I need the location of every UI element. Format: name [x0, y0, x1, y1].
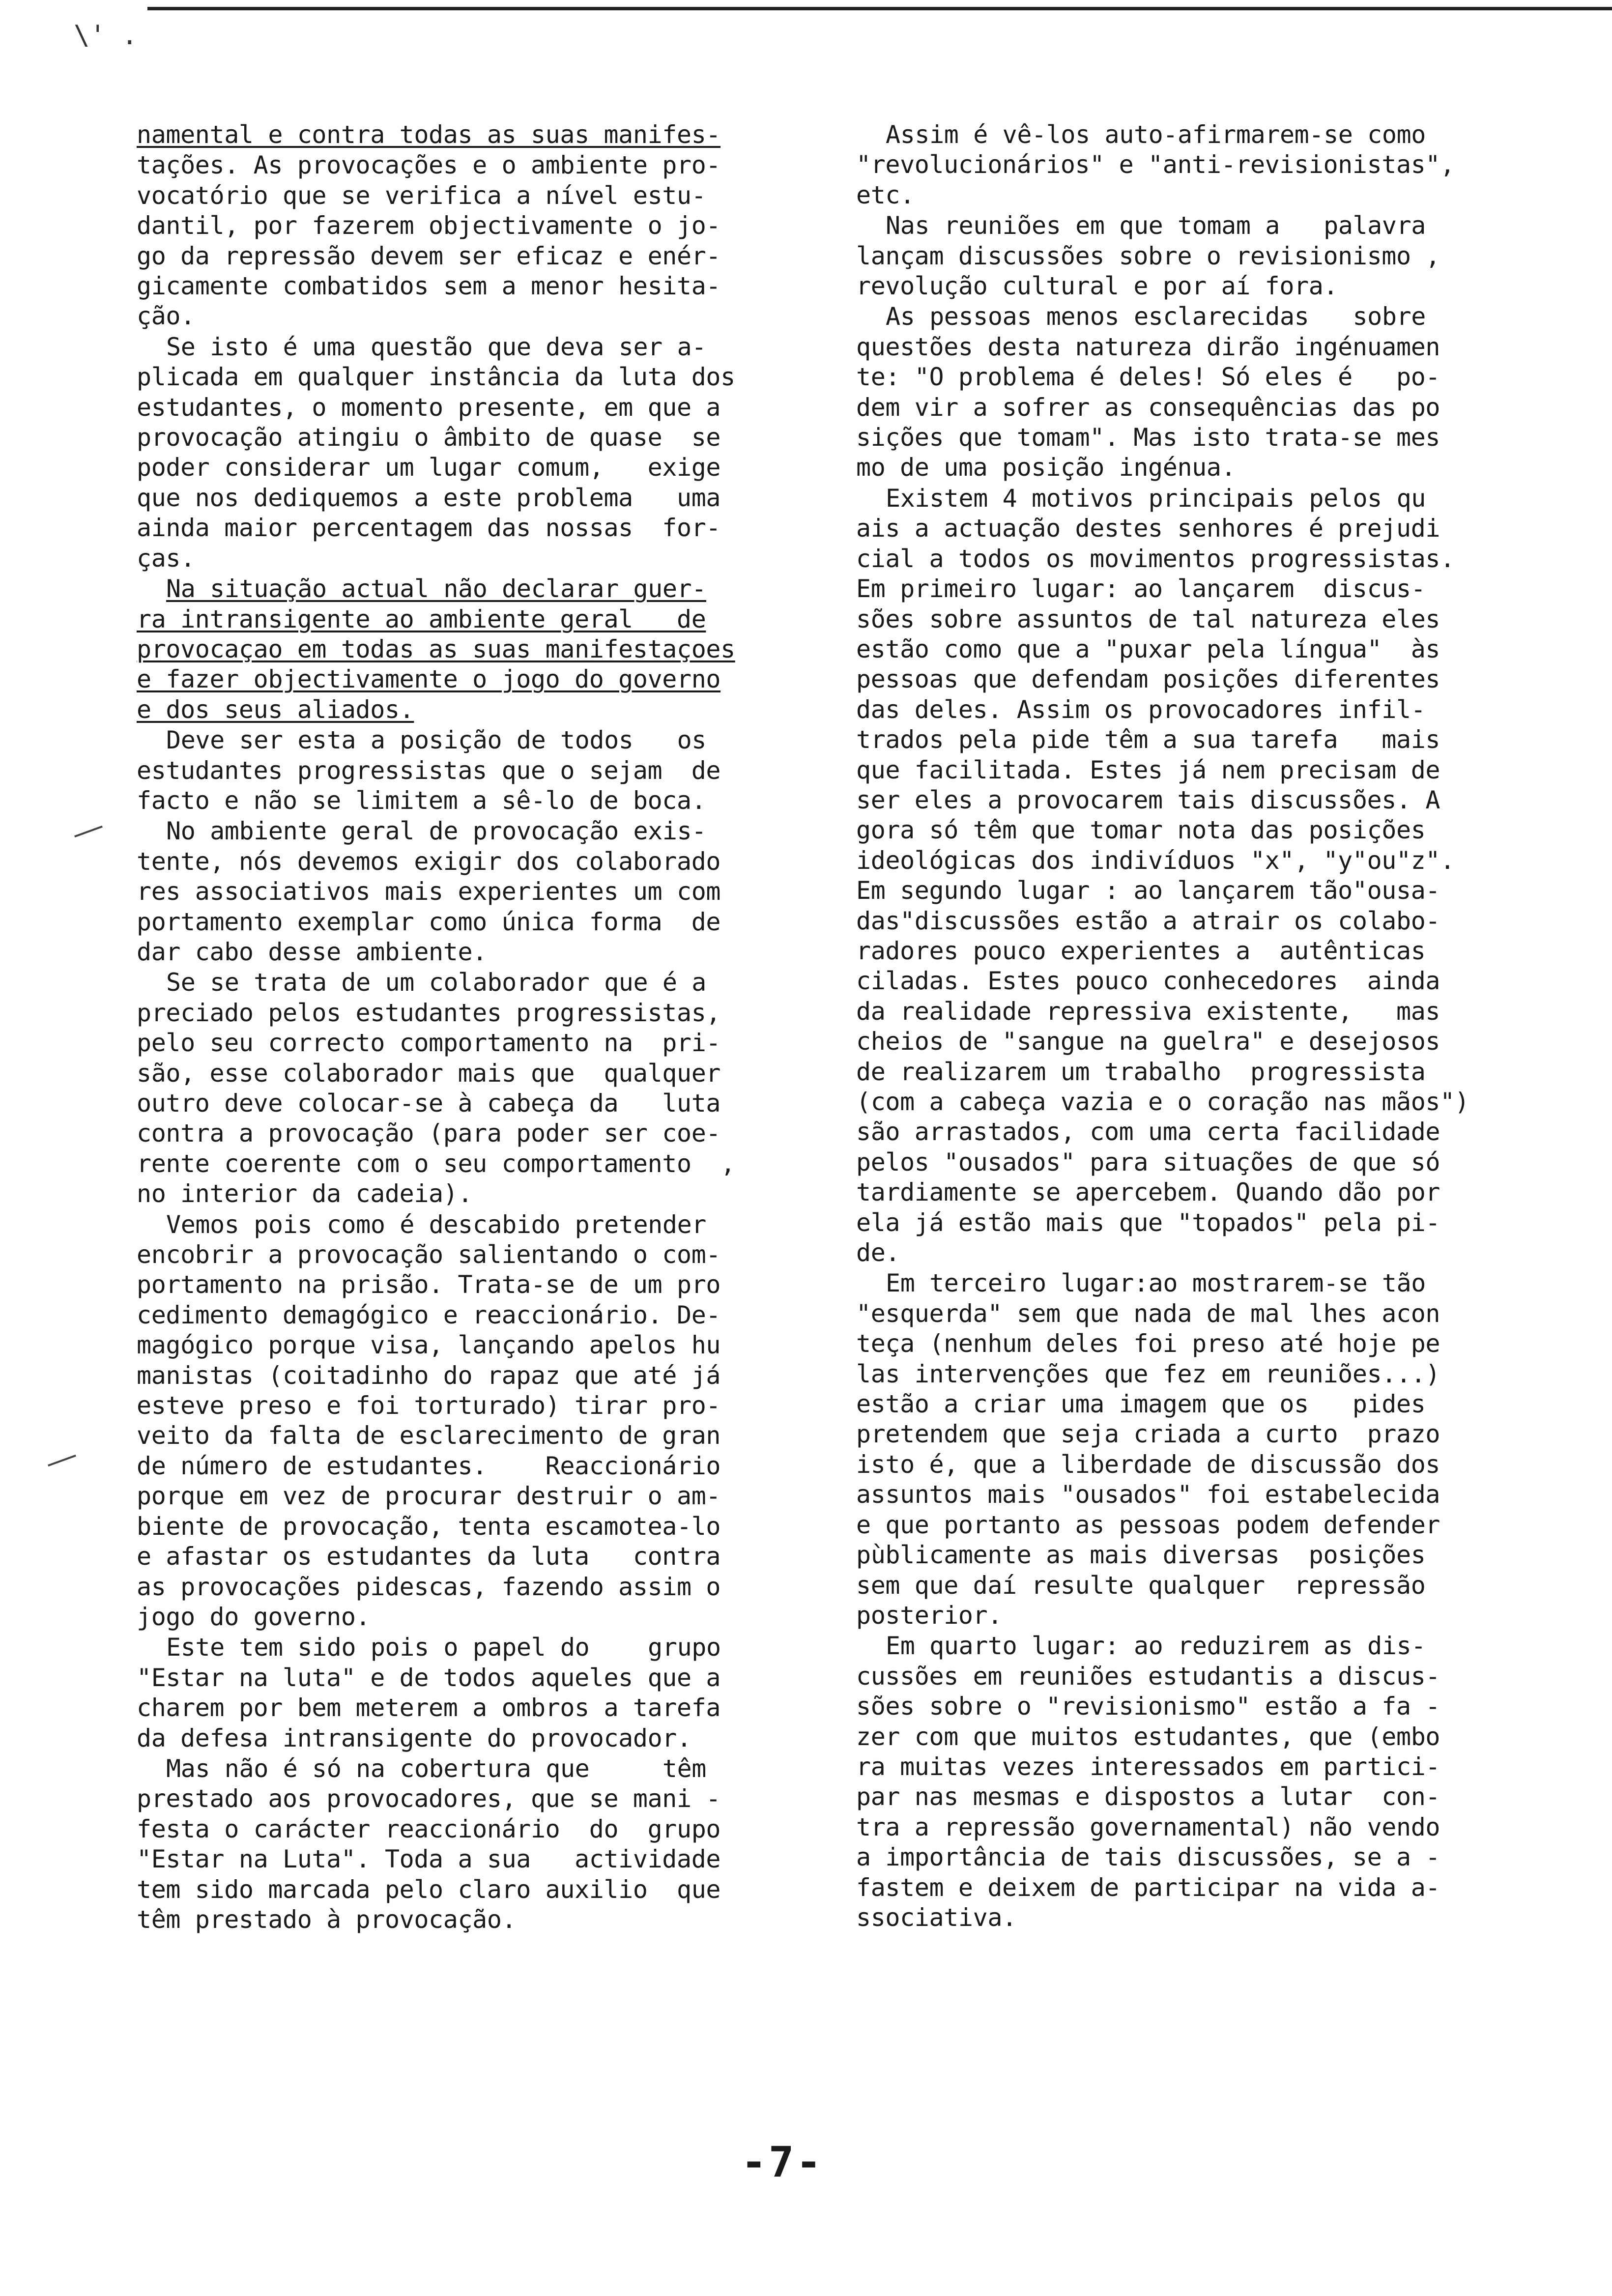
corner-mark: \' .	[74, 20, 138, 51]
paragraph: Este tem sido pois o papel do grupo "Estar na luta" e de todos aqueles que a charem por bem meterem a ombros a tarefa da defesa intransigente do provocador.	[137, 1633, 721, 1752]
paragraph: As pessoas menos esclarecidas sobre questões desta natureza dirão ingénuamen te: "O problema é deles! Só eles é po- dem vir a sofrer as consequências das po sições que tomam". Mas isto trata-se mes mo de uma posição ingénua.	[856, 302, 1440, 482]
paragraph: Se se trata de um colaborador que é a preciado pelos estudantes progressistas, pelo seu correcto comportamento na pri- são, esse colaborador mais que qualquer outro deve colocar-se à cabeça da luta contra a provocação (para poder ser coe- rente coerente com o seu comportamento , no interior da cadeia).	[137, 968, 735, 1208]
paragraph: Existem 4 motivos principais pelos qu ais a actuação destes senhores é prejudi cial a todos os movimentos progressistas. Em primeiro lugar: ao lançarem discus- sões sobre assuntos de tal natureza eles estão como que a "puxar pela língua" às pessoas que defendam posições diferentes das deles. Assim os provocadores infil- trados pela pide têm a sua tarefa mais que facilitada. Estes já nem precisam de ser eles a provocarem tais discussões. A gora só têm que tomar nota das posições ideológicas dos indivíduos "x", "y"ou"z". Em segundo lugar : ao lançarem tão"ousa- das"discussões estão a atrair os colabo- radores pouco experientes a autênticas ciladas. Estes pouco conhecedores ainda da realidade repressiva existente, mas cheios de "sangue na guelra" e desejosos de realizarem um trabalho progressista (com a cabeça vazia e o coração nas mãos") são arrastados, com uma certa facilidade pelos "ousados" para situações de que só tardiamente se apercebem. Quando dão por ela já estão mais que "topados" pela pi- de.	[856, 484, 1469, 1267]
left-column	[137, 120, 795, 1935]
paragraph: Vemos pois como é descabido pretender encobrir a provocação salientando o com- portamento na prisão. Trata-se de um pro cedimento demagógico e reaccionário. De- magógico porque visa, lançando apelos hu manistas (coitadinho do rapaz que até já esteve preso e foi torturado) tirar pro- veito da falta de esclarecimento de gran de número de estudantes. Reaccionário porque em vez de procurar destruir o am- biente de provocação, tenta escamotea-lo e afastar os estudantes da luta contra as provocações pidescas, fazendo assim o jogo do governo.	[137, 1210, 721, 1631]
margin-pen-mark	[48, 1455, 76, 1466]
top-border-line	[147, 7, 1612, 10]
paragraph: Em quarto lugar: ao reduzirem as dis- cussões em reuniões estudantis a discus- sões sobre o "revisionismo" estão a fa - zer com que muitos estudantes, que (embo ra muitas vezes interessados em partici- par nas mesmas e dispostos a lutar con- tra a repressão governamental) não vendo a importância de tais discussões, se a - fastem e deixem de participar na vida a- ssociativa.	[856, 1632, 1440, 1932]
right-column	[856, 120, 1525, 1933]
paragraph: Se isto é uma questão que deva ser a- plicada em qualquer instância da luta dos estudantes, o momento presente, em que a provocação atingiu o âmbito de quase se poder considerar um lugar comum, exige que nos dediquemos a este problema uma ainda maior percentagem das nossas for- ças.	[137, 332, 735, 573]
margin-pen-mark	[74, 826, 103, 837]
paragraph: No ambiente geral de provocação exis- tente, nós devemos exigir dos colaborado res associativos mais experientes um com portamento exemplar como única forma de dar cabo desse ambiente.	[137, 817, 721, 966]
paragraph: tações. As provocações e o ambiente pro- vocatório que se verifica a nível estu- dantil, por fazerem objectivamente o jo- go da repressão devem ser eficaz e enér- gicamente combatidos sem a menor hesita- ção.	[137, 151, 721, 331]
paragraph: Deve ser esta a posição de todos os estudantes progressistas que o sejam de facto e não se limitem a sê-lo de boca.	[137, 726, 721, 815]
page-number: -7-	[741, 2138, 824, 2187]
paragraph: namental e contra todas as suas manifes-	[137, 120, 721, 149]
paragraph: Em terceiro lugar:ao mostrarem-se tão "esquerda" sem que nada de mal lhes acon teça (nenhum deles foi preso até hoje pe las intervenções que fez em reuniões...) estão a criar uma imagem que os pides pretendem que seja criada a curto prazo isto é, que a liberdade de discussão dos assuntos mais "ousados" foi estabelecida e que portanto as pessoas podem defender pùblicamente as mais diversas posições sem que daí resulte qualquer repressão posterior.	[856, 1269, 1440, 1630]
paragraph: Na situação actual não declarar guer- ra intransigente ao ambiente geral de provocaçao em todas as suas manifestaçoes e fazer objectivamente o jogo do governo e dos seus aliados.	[137, 574, 735, 724]
paragraph: Mas não é só na cobertura que têm prestado aos provocadores, que se mani - festa o carácter reaccionário do grupo "Estar na Luta". Toda a sua actividade tem sido marcada pelo claro auxilio que têm prestado à provocação.	[137, 1754, 721, 1934]
paragraph: Assim é vê-los auto-afirmarem-se como "revolucionários" e "anti-revisionistas", etc.	[856, 120, 1455, 209]
paragraph: Nas reuniões em que tomam a palavra lançam discussões sobre o revisionismo , revolução cultural e por aí fora.	[856, 211, 1440, 301]
